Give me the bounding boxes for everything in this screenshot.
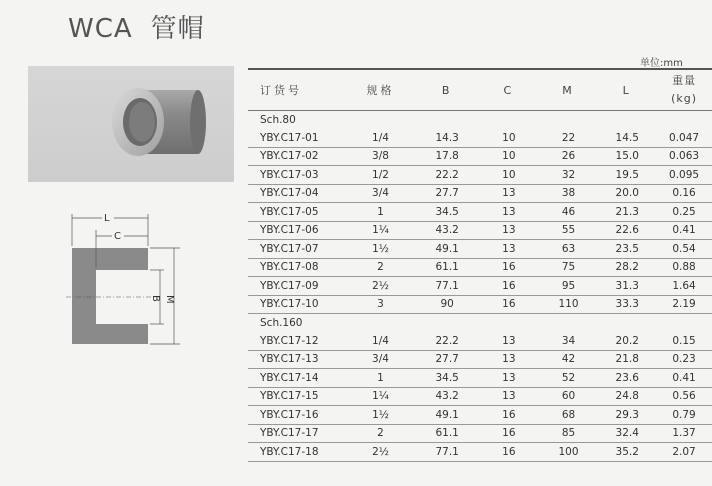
cap-section-diagram [60,200,190,350]
cell-weight: 0.25 [656,203,712,222]
cell-M: 85 [539,424,599,443]
cell-L: 23.5 [598,240,656,259]
col-header-order-no: 订货号 [248,69,346,111]
pipe-cap-photo [28,66,234,182]
cell-size: 1/4 [346,332,416,350]
unit-label: 单位:mm [640,58,683,69]
dim-M-label: M [164,295,175,304]
cell-order-no: YBY.C17-04 [248,184,346,203]
cell-size: 1¼ [346,387,416,406]
cell-M: 100 [539,443,599,462]
cell-weight: 0.54 [656,240,712,259]
table-row [248,129,712,147]
cell-L: 33.3 [598,295,656,314]
cell-weight: 0.79 [656,406,712,425]
product-name: 管帽 [150,14,205,44]
cell-order-no: YBY.C17-09 [248,277,346,296]
cell-M: 95 [539,277,599,296]
cell-weight: 0.41 [656,369,712,388]
col-header-B: B [415,69,479,111]
cell-C: 13 [479,369,539,388]
cell-size: 1½ [346,240,416,259]
cell-size: 2 [346,424,416,443]
cell-order-no: YBY.C17-14 [248,369,346,388]
cell-order-no: YBY.C17-01 [248,129,346,147]
weight-header-line1: 重量 [672,74,697,87]
col-header-L: L [598,69,656,111]
cell-weight: 0.16 [656,184,712,203]
cell-order-no: YBY.C17-02 [248,147,346,166]
cell-size: 3/4 [346,350,416,369]
table-row [248,147,712,166]
cell-L: 20.2 [598,332,656,350]
cell-order-no: YBY.C17-17 [248,424,346,443]
cell-B: 34.5 [415,369,479,388]
cell-B: 27.7 [415,350,479,369]
cell-order-no: YBY.C17-03 [248,166,346,185]
cell-weight: 0.41 [656,221,712,240]
cell-B: 27.7 [415,184,479,203]
table-row [248,295,712,314]
cell-weight: 0.063 [656,147,712,166]
cell-C: 10 [479,166,539,185]
cell-size: 2½ [346,277,416,296]
cell-size: 1 [346,203,416,222]
dim-C-label: C [114,231,121,242]
cell-C: 16 [479,277,539,296]
cell-order-no: YBY.C17-05 [248,203,346,222]
dim-B-label: B [150,295,161,302]
cell-M: 22 [539,129,599,147]
cell-order-no: YBY.C17-07 [248,240,346,259]
cell-weight: 0.88 [656,258,712,277]
cell-weight: 2.19 [656,295,712,314]
cell-L: 28.2 [598,258,656,277]
cell-C: 16 [479,406,539,425]
cell-C: 16 [479,443,539,462]
cell-C: 16 [479,295,539,314]
cell-B: 34.5 [415,203,479,222]
cell-C: 13 [479,240,539,259]
cell-weight: 0.047 [656,129,712,147]
cell-L: 15.0 [598,147,656,166]
col-header-C: C [479,69,539,111]
cell-L: 29.3 [598,406,656,425]
section-label: Sch.80 [260,114,296,126]
cell-C: 13 [479,332,539,350]
cell-weight: 1.37 [656,424,712,443]
cell-size: 3 [346,295,416,314]
cell-B: 61.1 [415,258,479,277]
table-row [248,387,712,406]
cell-L: 21.3 [598,203,656,222]
cell-size: 2½ [346,443,416,462]
cell-weight: 0.095 [656,166,712,185]
cell-L: 31.3 [598,277,656,296]
cell-M: 34 [539,332,599,350]
cell-order-no: YBY.C17-13 [248,350,346,369]
spec-table [248,68,712,462]
cell-C: 16 [479,258,539,277]
cell-L: 23.6 [598,369,656,388]
table-row [248,443,712,462]
cell-M: 46 [539,203,599,222]
table-row [248,203,712,222]
cell-M: 63 [539,240,599,259]
table-row [248,332,712,350]
cell-M: 68 [539,406,599,425]
cell-order-no: YBY.C17-15 [248,387,346,406]
cell-B: 43.2 [415,221,479,240]
table-row [248,221,712,240]
section-row [248,111,712,130]
section-label: Sch.160 [260,317,303,329]
cell-weight: 0.15 [656,332,712,350]
cell-weight: 1.64 [656,277,712,296]
cell-M: 42 [539,350,599,369]
cell-size: 2 [346,258,416,277]
col-header-size: 规格 [346,69,416,111]
cell-L: 14.5 [598,129,656,147]
cell-C: 13 [479,387,539,406]
cell-B: 17.8 [415,147,479,166]
cell-B: 22.2 [415,166,479,185]
spec-table-body [248,111,712,462]
cell-size: 1/4 [346,129,416,147]
cell-weight: 0.23 [656,350,712,369]
cell-size: 1/2 [346,166,416,185]
cell-M: 75 [539,258,599,277]
cell-B: 61.1 [415,424,479,443]
cell-L: 24.8 [598,387,656,406]
page-title [68,8,205,45]
cell-M: 26 [539,147,599,166]
cell-B: 43.2 [415,387,479,406]
dimension-drawing [60,200,190,354]
cell-B: 49.1 [415,406,479,425]
cell-size: 1 [346,369,416,388]
cell-B: 22.2 [415,332,479,350]
cell-C: 13 [479,221,539,240]
cell-M: 32 [539,166,599,185]
cell-order-no: YBY.C17-16 [248,406,346,425]
table-row [248,240,712,259]
cell-L: 20.0 [598,184,656,203]
cell-size: 1½ [346,406,416,425]
weight-header-line2: (kg) [671,92,698,105]
cell-M: 55 [539,221,599,240]
cell-C: 13 [479,184,539,203]
cell-size: 3/8 [346,147,416,166]
cell-order-no: YBY.C17-06 [248,221,346,240]
cell-B: 77.1 [415,443,479,462]
cell-M: 38 [539,184,599,203]
table-row [248,258,712,277]
cell-B: 77.1 [415,277,479,296]
product-code: WCA [68,14,133,44]
col-header-weight [656,69,712,111]
cell-L: 35.2 [598,443,656,462]
cell-order-no: YBY.C17-12 [248,332,346,350]
table-row [248,277,712,296]
cell-C: 16 [479,424,539,443]
cell-B: 14.3 [415,129,479,147]
cell-weight: 0.56 [656,387,712,406]
cell-M: 110 [539,295,599,314]
table-row [248,406,712,425]
cell-C: 13 [479,203,539,222]
cell-B: 49.1 [415,240,479,259]
cell-L: 21.8 [598,350,656,369]
table-row [248,369,712,388]
cell-size: 1¼ [346,221,416,240]
table-row [248,350,712,369]
cell-L: 32.4 [598,424,656,443]
cell-order-no: YBY.C17-18 [248,443,346,462]
cell-size: 3/4 [346,184,416,203]
cell-M: 52 [539,369,599,388]
section-row [248,314,712,333]
cell-order-no: YBY.C17-10 [248,295,346,314]
col-header-M: M [539,69,599,111]
table-row [248,166,712,185]
cell-weight: 2.07 [656,443,712,462]
table-header-row [248,69,712,111]
table-row [248,184,712,203]
cell-C: 10 [479,129,539,147]
table-row [248,424,712,443]
cell-C: 10 [479,147,539,166]
pipe-cap-image [28,66,234,182]
cell-C: 13 [479,350,539,369]
cell-order-no: YBY.C17-08 [248,258,346,277]
dim-L-label: L [104,213,110,224]
cell-L: 22.6 [598,221,656,240]
cell-B: 90 [415,295,479,314]
cell-L: 19.5 [598,166,656,185]
cell-M: 60 [539,387,599,406]
